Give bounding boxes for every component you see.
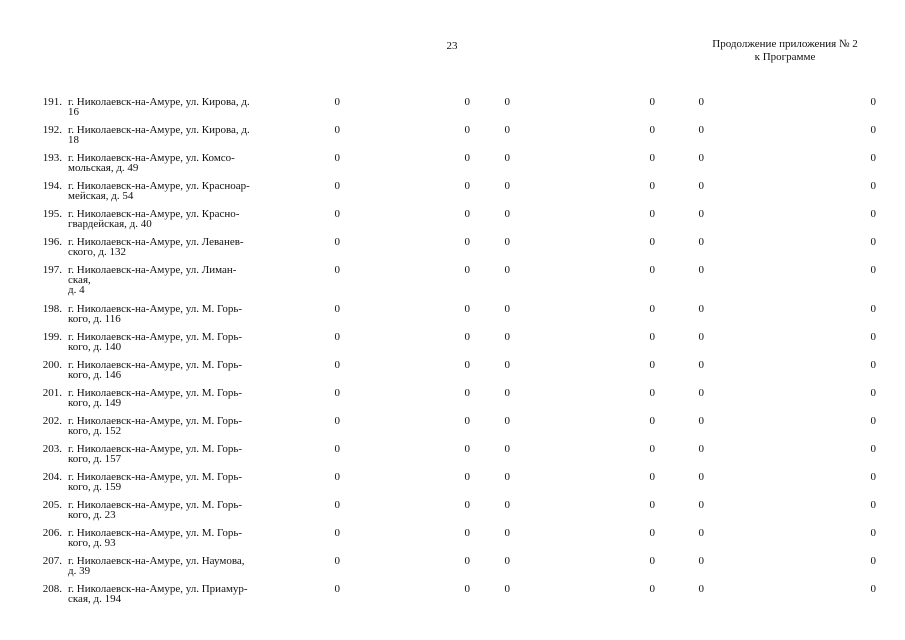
row-value-col5: 0 <box>698 152 704 164</box>
row-value-col4: 0 <box>649 555 655 567</box>
address-line: ская, <box>68 274 91 286</box>
row-value-col3: 0 <box>504 180 510 192</box>
row-value-col5: 0 <box>698 236 704 248</box>
row-value-col3: 0 <box>504 331 510 343</box>
table-row <box>0 332 905 360</box>
row-value-col3: 0 <box>504 359 510 371</box>
row-value-col6: 0 <box>870 208 876 220</box>
row-value-col2: 0 <box>464 208 470 220</box>
address-table <box>0 97 905 612</box>
appendix-note-line2: к Программе <box>754 51 816 63</box>
row-value-col2: 0 <box>464 236 470 248</box>
row-value-col3: 0 <box>504 583 510 595</box>
row-address <box>68 416 290 436</box>
row-address <box>68 209 290 229</box>
table-row <box>0 360 905 388</box>
row-value-col2: 0 <box>464 152 470 164</box>
row-value-col5: 0 <box>698 264 704 276</box>
row-value-col2: 0 <box>464 303 470 315</box>
row-address <box>68 556 290 576</box>
row-value-col3: 0 <box>504 236 510 248</box>
row-number: 207. <box>42 555 62 567</box>
row-value-col5: 0 <box>698 387 704 399</box>
page-number: 23 <box>446 40 458 52</box>
row-number: 191. <box>42 96 62 108</box>
row-address <box>68 472 290 492</box>
row-value-col5: 0 <box>698 180 704 192</box>
row-address <box>68 181 290 201</box>
row-number: 208. <box>42 583 62 595</box>
row-value-col2: 0 <box>464 331 470 343</box>
address-line: мольская, д. 49 <box>68 162 139 174</box>
row-value-col5: 0 <box>698 359 704 371</box>
row-value-col6: 0 <box>870 96 876 108</box>
row-value-col5: 0 <box>698 208 704 220</box>
row-value-col4: 0 <box>649 331 655 343</box>
address-line: г. Николаевск-на-Амуре, ул. М. Горь- <box>68 303 243 315</box>
row-number: 204. <box>42 471 62 483</box>
table-row <box>0 416 905 444</box>
row-value-col3: 0 <box>504 443 510 455</box>
row-address <box>68 500 290 520</box>
appendix-note-line1: Продолжение приложения № 2 <box>712 38 858 50</box>
row-value-col6: 0 <box>870 303 876 315</box>
row-value-col4: 0 <box>649 527 655 539</box>
address-line: кого, д. 159 <box>68 481 122 493</box>
address-line: кого, д. 140 <box>68 341 122 353</box>
row-value-col5: 0 <box>698 583 704 595</box>
table-row <box>0 237 905 265</box>
row-value-col2: 0 <box>464 387 470 399</box>
row-number: 192. <box>42 124 62 136</box>
row-value-col2: 0 <box>464 527 470 539</box>
address-line: г. Николаевск-на-Амуре, ул. Комсо- <box>68 152 235 164</box>
address-line: д. 39 <box>68 565 91 577</box>
address-line: гвардейская, д. 40 <box>68 218 152 230</box>
address-line: г. Николаевск-на-Амуре, ул. Приамур- <box>68 583 248 595</box>
table-row <box>0 265 905 304</box>
row-number: 201. <box>42 387 62 399</box>
row-value-col4: 0 <box>649 152 655 164</box>
address-line: г. Николаевск-на-Амуре, ул. Красноар- <box>68 180 250 192</box>
table-row <box>0 181 905 209</box>
address-line: ского, д. 132 <box>68 246 127 258</box>
address-line: 18 <box>68 134 79 146</box>
row-value-col3: 0 <box>504 152 510 164</box>
row-value-col5: 0 <box>698 415 704 427</box>
address-line: кого, д. 149 <box>68 397 122 409</box>
row-value-col1: 0 <box>334 264 340 276</box>
row-value-col1: 0 <box>334 208 340 220</box>
row-value-col3: 0 <box>504 264 510 276</box>
row-value-col4: 0 <box>649 443 655 455</box>
row-value-col3: 0 <box>504 124 510 136</box>
row-value-col6: 0 <box>870 152 876 164</box>
row-value-col6: 0 <box>870 331 876 343</box>
address-line: г. Николаевск-на-Амуре, ул. М. Горь- <box>68 471 243 483</box>
row-address <box>68 584 290 604</box>
table-row <box>0 209 905 237</box>
row-value-col2: 0 <box>464 96 470 108</box>
row-value-col1: 0 <box>334 236 340 248</box>
row-value-col5: 0 <box>698 303 704 315</box>
address-line: г. Николаевск-на-Амуре, ул. М. Горь- <box>68 359 243 371</box>
row-value-col6: 0 <box>870 264 876 276</box>
row-number: 198. <box>42 303 62 315</box>
row-address <box>68 444 290 464</box>
row-value-col1: 0 <box>334 331 340 343</box>
row-value-col4: 0 <box>649 583 655 595</box>
address-line: кого, д. 157 <box>68 453 122 465</box>
row-number: 199. <box>42 331 62 343</box>
address-line: ская, д. 194 <box>68 593 122 605</box>
row-value-col6: 0 <box>870 359 876 371</box>
row-value-col1: 0 <box>334 555 340 567</box>
row-value-col5: 0 <box>698 96 704 108</box>
row-number: 206. <box>42 527 62 539</box>
table-row <box>0 388 905 416</box>
row-value-col3: 0 <box>504 96 510 108</box>
row-value-col1: 0 <box>334 96 340 108</box>
row-number: 205. <box>42 499 62 511</box>
row-value-col4: 0 <box>649 387 655 399</box>
row-value-col6: 0 <box>870 180 876 192</box>
row-value-col4: 0 <box>649 415 655 427</box>
row-address <box>68 528 290 548</box>
row-address <box>68 388 290 408</box>
row-value-col4: 0 <box>649 96 655 108</box>
row-value-col1: 0 <box>334 124 340 136</box>
row-value-col6: 0 <box>870 527 876 539</box>
address-line: г. Николаевск-на-Амуре, ул. М. Горь- <box>68 443 243 455</box>
row-address <box>68 97 290 117</box>
row-value-col3: 0 <box>504 471 510 483</box>
row-value-col1: 0 <box>334 471 340 483</box>
row-address <box>68 237 290 257</box>
table-row <box>0 97 905 125</box>
appendix-note <box>690 38 880 64</box>
address-line: г. Николаевск-на-Амуре, ул. Леванев- <box>68 236 244 248</box>
row-value-col1: 0 <box>334 443 340 455</box>
row-value-col5: 0 <box>698 443 704 455</box>
address-line: кого, д. 152 <box>68 425 122 437</box>
row-value-col6: 0 <box>870 387 876 399</box>
row-number: 203. <box>42 443 62 455</box>
row-value-col2: 0 <box>464 415 470 427</box>
table-row <box>0 584 905 612</box>
address-line: г. Николаевск-на-Амуре, ул. Кирова, д. <box>68 124 250 136</box>
row-value-col1: 0 <box>334 387 340 399</box>
row-value-col3: 0 <box>504 555 510 567</box>
address-line: 16 <box>68 106 79 118</box>
row-value-col5: 0 <box>698 527 704 539</box>
row-value-col4: 0 <box>649 359 655 371</box>
row-value-col1: 0 <box>334 303 340 315</box>
row-number: 195. <box>42 208 62 220</box>
table-row <box>0 528 905 556</box>
row-value-col2: 0 <box>464 499 470 511</box>
row-value-col2: 0 <box>464 180 470 192</box>
address-line: г. Николаевск-на-Амуре, ул. Лиман- <box>68 264 237 276</box>
row-value-col5: 0 <box>698 124 704 136</box>
address-line: г. Николаевск-на-Амуре, ул. Наумова, <box>68 555 245 567</box>
row-value-col3: 0 <box>504 527 510 539</box>
row-value-col5: 0 <box>698 471 704 483</box>
row-value-col4: 0 <box>649 236 655 248</box>
table-row <box>0 153 905 181</box>
row-value-col1: 0 <box>334 415 340 427</box>
row-value-col3: 0 <box>504 499 510 511</box>
row-value-col5: 0 <box>698 499 704 511</box>
row-value-col5: 0 <box>698 555 704 567</box>
row-value-col6: 0 <box>870 555 876 567</box>
address-line: кого, д. 146 <box>68 369 122 381</box>
row-number: 200. <box>42 359 62 371</box>
row-value-col2: 0 <box>464 443 470 455</box>
row-value-col2: 0 <box>464 471 470 483</box>
row-value-col1: 0 <box>334 359 340 371</box>
address-line: кого, д. 116 <box>68 313 121 325</box>
row-address <box>68 265 290 295</box>
row-number: 202. <box>42 415 62 427</box>
row-value-col6: 0 <box>870 443 876 455</box>
row-address <box>68 304 290 324</box>
row-value-col4: 0 <box>649 499 655 511</box>
address-line: д. 4 <box>68 284 85 296</box>
row-value-col6: 0 <box>870 471 876 483</box>
row-value-col2: 0 <box>464 264 470 276</box>
row-value-col3: 0 <box>504 387 510 399</box>
row-value-col6: 0 <box>870 583 876 595</box>
row-value-col1: 0 <box>334 527 340 539</box>
row-value-col5: 0 <box>698 331 704 343</box>
address-line: г. Николаевск-на-Амуре, ул. М. Горь- <box>68 415 243 427</box>
row-value-col1: 0 <box>334 152 340 164</box>
row-value-col2: 0 <box>464 359 470 371</box>
row-address <box>68 125 290 145</box>
row-number: 193. <box>42 152 62 164</box>
row-number: 196. <box>42 236 62 248</box>
row-address <box>68 153 290 173</box>
row-value-col2: 0 <box>464 124 470 136</box>
address-line: г. Николаевск-на-Амуре, ул. М. Горь- <box>68 331 243 343</box>
row-value-col1: 0 <box>334 180 340 192</box>
row-address <box>68 360 290 380</box>
row-value-col3: 0 <box>504 208 510 220</box>
table-row <box>0 125 905 153</box>
address-line: г. Николаевск-на-Амуре, ул. Кирова, д. <box>68 96 250 108</box>
row-value-col2: 0 <box>464 583 470 595</box>
address-line: мейская, д. 54 <box>68 190 134 202</box>
table-row <box>0 304 905 332</box>
row-value-col4: 0 <box>649 471 655 483</box>
row-value-col6: 0 <box>870 499 876 511</box>
table-row <box>0 472 905 500</box>
row-value-col4: 0 <box>649 264 655 276</box>
row-value-col2: 0 <box>464 555 470 567</box>
address-line: г. Николаевск-на-Амуре, ул. М. Горь- <box>68 499 243 511</box>
address-line: г. Николаевск-на-Амуре, ул. Красно- <box>68 208 240 220</box>
row-number: 197. <box>42 264 62 276</box>
table-row <box>0 444 905 472</box>
table-row <box>0 556 905 584</box>
row-value-col3: 0 <box>504 303 510 315</box>
row-value-col4: 0 <box>649 208 655 220</box>
row-value-col1: 0 <box>334 583 340 595</box>
row-value-col6: 0 <box>870 236 876 248</box>
row-value-col4: 0 <box>649 303 655 315</box>
address-line: кого, д. 93 <box>68 537 116 549</box>
row-number: 194. <box>42 180 62 192</box>
address-line: г. Николаевск-на-Амуре, ул. М. Горь- <box>68 387 243 399</box>
row-value-col6: 0 <box>870 415 876 427</box>
row-address <box>68 332 290 352</box>
row-value-col6: 0 <box>870 124 876 136</box>
address-line: кого, д. 23 <box>68 509 116 521</box>
row-value-col1: 0 <box>334 499 340 511</box>
row-value-col4: 0 <box>649 180 655 192</box>
row-value-col4: 0 <box>649 124 655 136</box>
address-line: г. Николаевск-на-Амуре, ул. М. Горь- <box>68 527 243 539</box>
row-value-col3: 0 <box>504 415 510 427</box>
table-row <box>0 500 905 528</box>
